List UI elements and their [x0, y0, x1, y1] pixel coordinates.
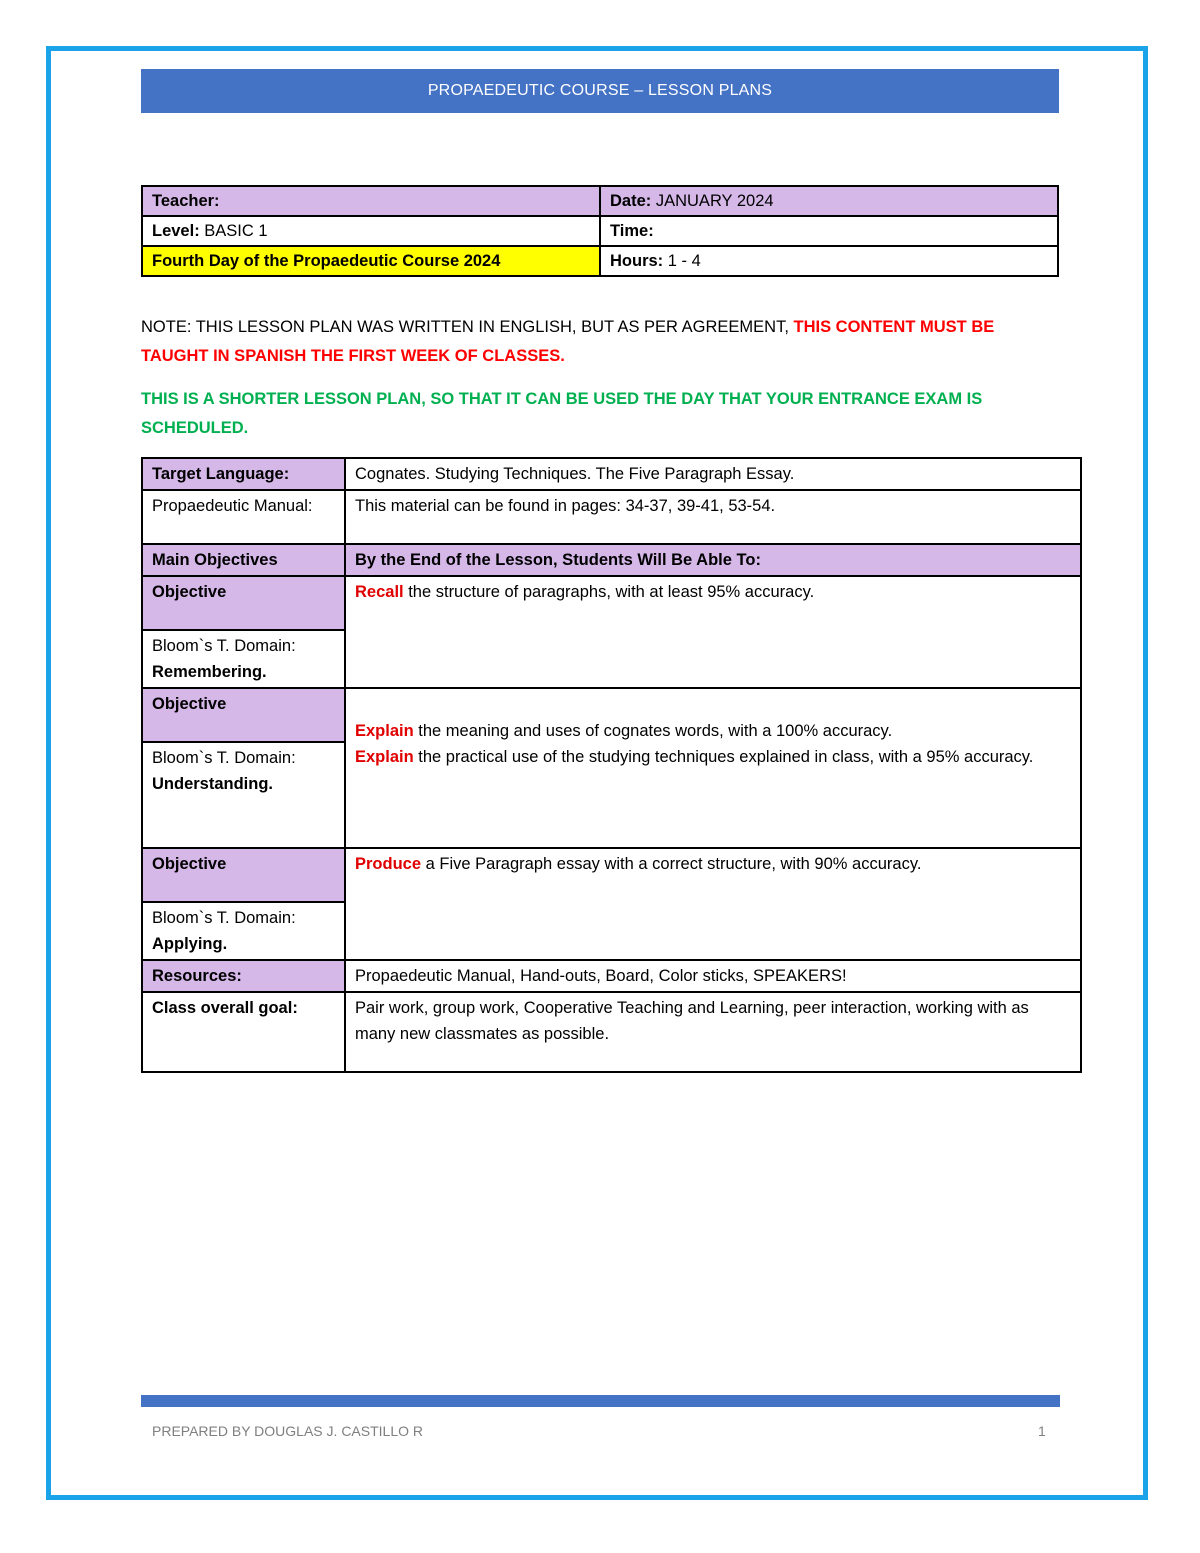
domain-value: Understanding. [152, 775, 274, 793]
objective-2-label: Objective [143, 689, 344, 743]
page-number: 1 [1038, 1423, 1046, 1439]
objective-3-text [345, 848, 1081, 960]
row-objective-3 [142, 848, 1081, 960]
objective-2-text [345, 688, 1081, 848]
goal-value: Pair work, group work, Cooperative Teaching and Learning, peer interaction, working with as many new classmates as possible. [345, 992, 1081, 1072]
date-cell [600, 186, 1058, 216]
manual-value: This material can be found in pages: 34-37, 39-41, 53-54. [345, 490, 1081, 544]
row-resources [142, 960, 1081, 992]
objective-line [355, 851, 1071, 877]
objective-verb: Recall [355, 583, 404, 601]
resources-value: Propaedeutic Manual, Hand-outs, Board, Color sticks, SPEAKERS! [345, 960, 1081, 992]
domain-label: Bloom`s T. Domain: [152, 909, 296, 927]
objective-line [355, 744, 1071, 770]
objective-2-domain [143, 743, 344, 847]
objective-rest: the meaning and uses of cognates words, with a 100% accuracy. [413, 722, 893, 740]
info-row-level [142, 216, 1058, 246]
objective-verb: Explain [355, 722, 414, 740]
objective-rest: the structure of paragraphs, with at least 95% accuracy. [403, 583, 815, 601]
row-main-objectives [142, 544, 1081, 576]
hours-value: 1 - 4 [663, 252, 701, 270]
note-plain: NOTE: THIS LESSON PLAN WAS WRITTEN IN ENGLISH, BUT AS PER AGREEMENT, [141, 318, 794, 336]
main-objectives-value: By the End of the Lesson, Students Will Be Able To: [345, 544, 1081, 576]
goal-label: Class overall goal: [142, 992, 345, 1072]
teacher-cell [142, 186, 600, 216]
objective-1-label: Objective [143, 577, 344, 631]
hours-label: Hours: [610, 252, 664, 270]
info-row-teacher [142, 186, 1058, 216]
footer-prepared-by: PREPARED BY DOUGLAS J. CASTILLO R [152, 1423, 424, 1439]
objective-1-domain [143, 631, 344, 687]
row-target-language [142, 458, 1081, 490]
domain-label: Bloom`s T. Domain: [152, 749, 296, 767]
objective-3-label-cell [142, 848, 345, 960]
lesson-info-table [141, 185, 1059, 277]
resources-label: Resources: [142, 960, 345, 992]
row-objective-1 [142, 576, 1081, 688]
page-header [141, 69, 1059, 113]
main-objectives-label: Main Objectives [142, 544, 345, 576]
note-emphasis: THIS CONTENT MUST BE TAUGHT IN SPANISH THE FIRST WEEK OF CLASSES. [141, 318, 995, 365]
objective-1-text [345, 576, 1081, 688]
note-spanish [141, 313, 1061, 371]
hours-cell [600, 246, 1058, 276]
row-class-goal [142, 992, 1081, 1072]
objective-3-label: Objective [143, 849, 344, 903]
level-value: BASIC 1 [199, 222, 268, 240]
objective-line [355, 579, 1071, 605]
target-value: Cognates. Studying Techniques. The Five Paragraph Essay. [345, 458, 1081, 490]
objective-2-label-cell [142, 688, 345, 848]
objective-verb: Produce [355, 855, 422, 873]
lesson-plan-table [141, 457, 1082, 1073]
objective-1-label-cell [142, 576, 345, 688]
domain-value: Remembering. [152, 663, 267, 681]
info-row-day [142, 246, 1058, 276]
domain-label: Bloom`s T. Domain: [152, 637, 296, 655]
objective-3-domain [143, 903, 344, 959]
time-label: Time: [610, 222, 654, 240]
note-shorter-plan: THIS IS A SHORTER LESSON PLAN, SO THAT IT CAN BE USED THE DAY THAT YOUR ENTRANCE EXAM IS SCHEDULED. [141, 390, 983, 437]
level-label: Level: [152, 222, 200, 240]
time-cell [600, 216, 1058, 246]
row-manual [142, 490, 1081, 544]
footer-bar [141, 1395, 1060, 1407]
manual-label: Propaedeutic Manual: [142, 490, 345, 544]
row-objective-2 [142, 688, 1081, 848]
date-value: JANUARY 2024 [651, 192, 774, 210]
day-title: Fourth Day of the Propaedeutic Course 2024 [142, 246, 600, 276]
date-label: Date: [610, 192, 652, 210]
domain-value: Applying. [152, 935, 228, 953]
objective-rest: the practical use of the studying techniques explained in class, with a 95% accuracy. [413, 748, 1034, 766]
objective-rest: a Five Paragraph essay with a correct structure, with 90% accuracy. [421, 855, 922, 873]
teacher-label: Teacher: [152, 192, 220, 210]
objective-verb: Explain [355, 748, 414, 766]
objective-line [355, 718, 1071, 744]
target-label: Target Language: [142, 458, 345, 490]
header-title: PROPAEDEUTIC COURSE – LESSON PLANS [427, 82, 773, 99]
level-cell [142, 216, 600, 246]
